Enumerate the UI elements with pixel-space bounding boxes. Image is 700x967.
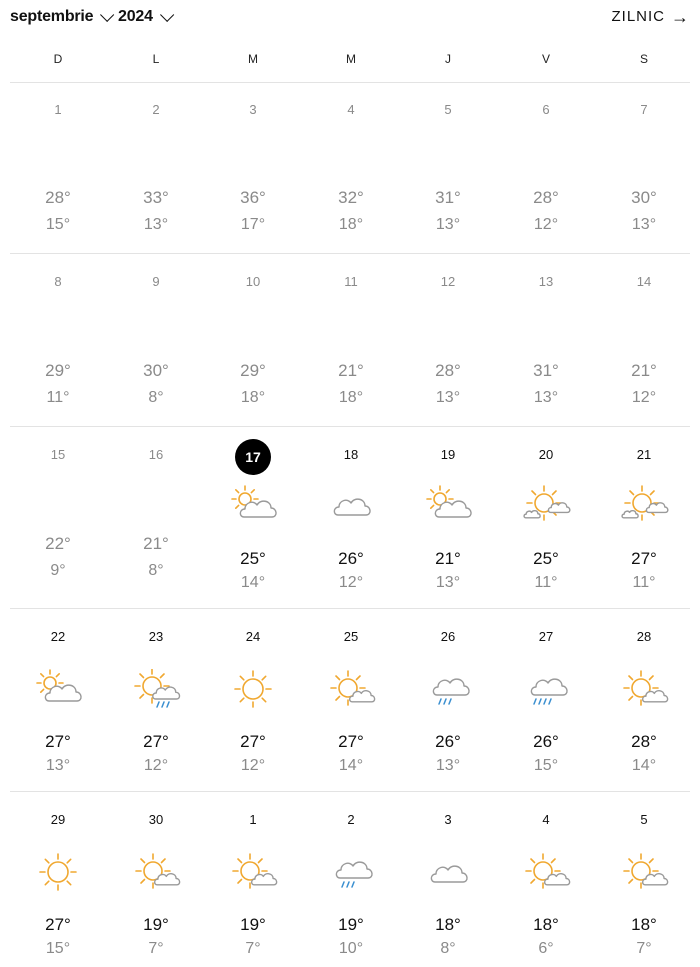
weekday-label: J — [445, 52, 451, 66]
temp-max: 18° — [435, 915, 461, 934]
temp-max: 33° — [143, 188, 169, 207]
sun-cloud-rain-icon — [131, 669, 181, 709]
day-number: 21 — [636, 447, 652, 462]
temp-max: 25° — [533, 549, 559, 568]
temp-min: 7° — [636, 940, 652, 957]
day-number: 8 — [54, 274, 62, 289]
day-number: 19 — [440, 447, 456, 462]
temp-max: 27° — [338, 732, 364, 751]
temp-max: 21° — [338, 361, 364, 380]
weekday-label: S — [639, 52, 648, 66]
day-number: 5 — [640, 812, 648, 827]
temp-min: 13° — [435, 389, 461, 406]
temp-max: 18° — [631, 915, 657, 934]
day-number: 11 — [344, 274, 358, 289]
day-number: 14 — [636, 274, 652, 289]
temp-max: 27° — [631, 549, 657, 568]
day-number: 6 — [542, 102, 550, 117]
weekday-label: V — [541, 52, 550, 66]
day-number: 10 — [245, 274, 261, 289]
day-number: 20 — [538, 447, 554, 462]
temp-max: 32° — [338, 188, 364, 207]
temp-max: 25° — [240, 549, 266, 568]
day-number: 9 — [152, 274, 160, 289]
temp-min: 12° — [631, 389, 657, 406]
day-number: 27 — [538, 629, 554, 644]
temp-max: 30° — [631, 188, 657, 207]
temp-min: 15° — [533, 757, 559, 774]
temp-max: 21° — [435, 549, 461, 568]
temp-max: 36° — [240, 188, 266, 207]
day-number: 2 — [152, 102, 160, 117]
temp-max: 29° — [45, 361, 71, 380]
temp-min: 12° — [240, 757, 266, 774]
temp-max: 19° — [338, 915, 364, 934]
temp-min: 18° — [240, 389, 266, 406]
temp-min: 18° — [338, 389, 364, 406]
temp-max: 26° — [533, 732, 559, 751]
weekday-label: D — [53, 52, 63, 66]
temp-max: 28° — [45, 188, 71, 207]
temp-max: 31° — [435, 188, 461, 207]
weekday-header-row — [0, 52, 700, 72]
temp-min: 15° — [45, 940, 71, 957]
temp-min: 11° — [46, 389, 70, 406]
sun-small-cloud-icon — [131, 852, 181, 892]
day-number: 25 — [343, 629, 359, 644]
temp-max: 22° — [45, 534, 71, 553]
today-marker: 17 — [235, 439, 271, 475]
temp-max: 27° — [143, 732, 169, 751]
temp-max: 26° — [435, 732, 461, 751]
temp-min: 8° — [148, 389, 164, 406]
sun-small-cloud-icon — [326, 669, 376, 709]
daily-view-button[interactable] — [611, 8, 690, 25]
day-number: 5 — [444, 102, 452, 117]
temp-max: 28° — [533, 188, 559, 207]
day-number: 29 — [50, 812, 66, 827]
day-number: 23 — [148, 629, 164, 644]
temp-max: 21° — [143, 534, 169, 553]
day-number: 26 — [440, 629, 456, 644]
day-number: 15 — [50, 447, 66, 462]
temp-min: 13° — [143, 216, 169, 233]
temp-max: 27° — [240, 732, 266, 751]
sun-small-cloud-icon — [619, 852, 669, 892]
sun-icon — [228, 669, 278, 709]
temp-max: 19° — [240, 915, 266, 934]
week-divider — [10, 426, 690, 427]
month-label: septembrie — [10, 8, 94, 25]
temp-min: 11° — [632, 574, 656, 591]
weekday-label: M — [248, 52, 258, 66]
temp-min: 9° — [50, 562, 66, 579]
day-number: 7 — [640, 102, 648, 117]
sun-small-cloud-icon — [521, 852, 571, 892]
sun-behind-cloud-icon — [423, 485, 473, 525]
weekday-label: L — [152, 52, 160, 66]
temp-min: 13° — [45, 757, 71, 774]
temp-min: 8° — [440, 940, 456, 957]
day-number: 3 — [444, 812, 452, 827]
sun-two-clouds-icon — [521, 485, 571, 525]
sun-two-clouds-icon — [619, 485, 669, 525]
temp-min: 14° — [338, 757, 364, 774]
day-number: 30 — [148, 812, 164, 827]
calendar-header — [0, 0, 700, 36]
cloud-icon — [423, 852, 473, 892]
temp-max: 29° — [240, 361, 266, 380]
temp-max: 21° — [631, 361, 657, 380]
chevron-down-icon — [100, 8, 114, 22]
temp-min: 6° — [538, 940, 554, 957]
chevron-down-icon — [160, 8, 174, 22]
month-select[interactable] — [10, 8, 110, 26]
year-label: 2024 — [118, 8, 153, 25]
sun-behind-cloud-icon — [228, 485, 278, 525]
temp-min: 15° — [45, 216, 71, 233]
temp-min: 12° — [338, 574, 364, 591]
cloud-rain-icon — [326, 852, 376, 892]
day-number: 2 — [347, 812, 355, 827]
temp-min: 14° — [240, 574, 266, 591]
temp-min: 13° — [435, 574, 461, 591]
temp-min: 8° — [148, 562, 164, 579]
cloud-icon — [326, 485, 376, 525]
temp-min: 14° — [631, 757, 657, 774]
day-number: 3 — [249, 102, 257, 117]
sun-icon — [33, 852, 83, 892]
week-divider — [10, 82, 690, 83]
day-number: 22 — [50, 629, 66, 644]
arrow-right-icon: → — [671, 6, 690, 27]
temp-min: 12° — [533, 216, 559, 233]
day-number: 1 — [249, 812, 257, 827]
temp-min: 10° — [338, 940, 364, 957]
day-number: 28 — [636, 629, 652, 644]
cloud-rain-icon — [423, 669, 473, 709]
temp-max: 26° — [338, 549, 364, 568]
day-number: 18 — [343, 447, 359, 462]
temp-min: 18° — [338, 216, 364, 233]
temp-min: 17° — [240, 216, 266, 233]
temp-max: 30° — [143, 361, 169, 380]
temp-min: 13° — [533, 389, 559, 406]
year-select[interactable] — [118, 8, 170, 26]
temp-min: 12° — [143, 757, 169, 774]
day-number: 16 — [148, 447, 164, 462]
temp-min: 13° — [435, 757, 461, 774]
temp-max: 18° — [533, 915, 559, 934]
day-number: 4 — [347, 102, 355, 117]
weekday-label: M — [346, 52, 356, 66]
week-divider — [10, 791, 690, 792]
sun-behind-cloud-icon — [33, 669, 83, 709]
cloud-rain-heavy-icon — [521, 669, 571, 709]
week-divider — [10, 253, 690, 254]
daily-view-label: ZILNIC — [611, 8, 665, 25]
temp-max: 27° — [45, 915, 71, 934]
temp-max: 28° — [631, 732, 657, 751]
temp-max: 19° — [143, 915, 169, 934]
day-number: 1 — [54, 102, 62, 117]
day-number: 13 — [538, 274, 554, 289]
temp-min: 13° — [435, 216, 461, 233]
day-number: 4 — [542, 812, 550, 827]
temp-max: 27° — [45, 732, 71, 751]
day-number: 24 — [245, 629, 261, 644]
sun-small-cloud-icon — [228, 852, 278, 892]
temp-min: 11° — [534, 574, 558, 591]
day-number: 12 — [440, 274, 456, 289]
week-divider — [10, 608, 690, 609]
temp-min: 7° — [148, 940, 164, 957]
temp-min: 13° — [631, 216, 657, 233]
temp-min: 7° — [245, 940, 261, 957]
temp-max: 28° — [435, 361, 461, 380]
sun-small-cloud-icon — [619, 669, 669, 709]
temp-max: 31° — [533, 361, 559, 380]
